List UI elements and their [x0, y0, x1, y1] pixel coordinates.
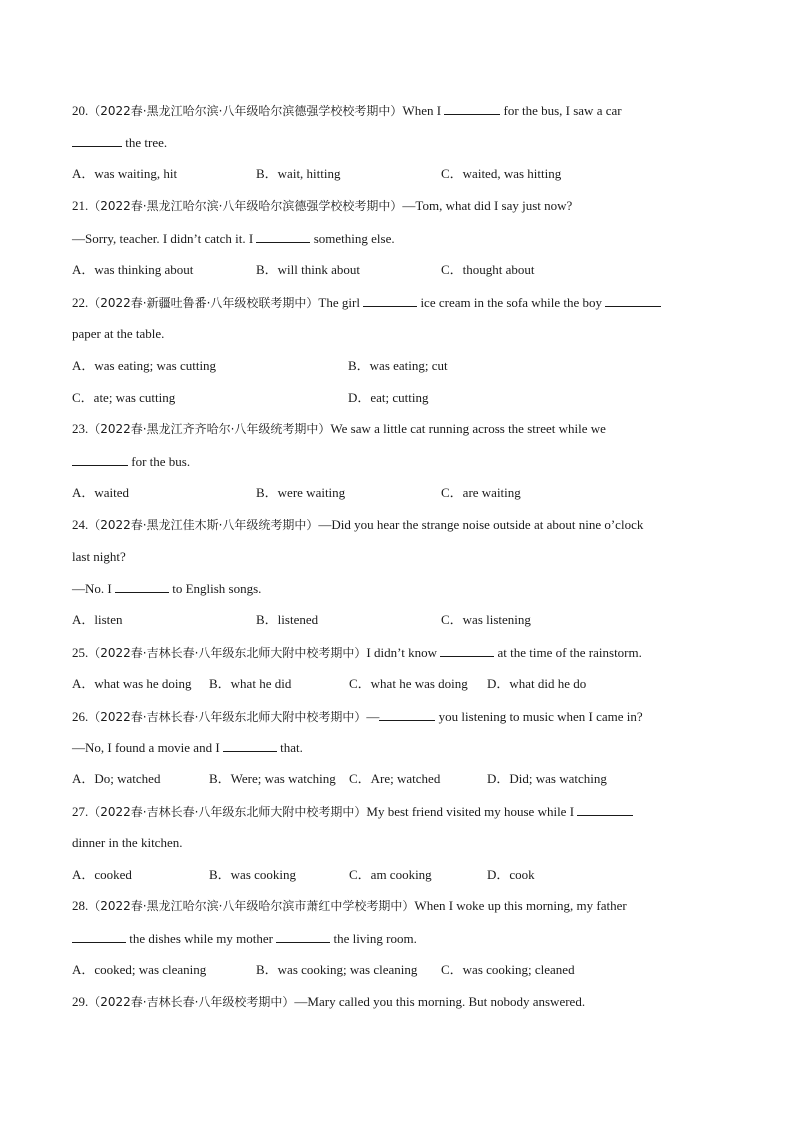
question-22-line-1	[72, 294, 661, 311]
question-26-line-1	[72, 708, 643, 725]
question-number: 22.	[72, 295, 89, 310]
question-text: you listening to music when I came in?	[438, 709, 643, 724]
question-text: —Mary called you this morning. But nobody answered.	[294, 994, 586, 1009]
question-24-line-1	[72, 517, 643, 533]
question-text: I didn’t know	[366, 645, 437, 660]
question-source: （2022春·黑龙江哈尔滨·八年级哈尔滨德强学校校考期中）	[88, 199, 403, 213]
question-source: （2022春·吉林长春·八年级东北师大附中校考期中）	[88, 710, 367, 724]
question-text: We saw a little cat running across the street while we	[330, 421, 606, 436]
question-text: —Sorry, teacher. I didn’t catch it. I	[72, 231, 254, 246]
option-b[interactable]: B．what he did	[209, 676, 292, 691]
question-text: ice cream in the sofa while the boy	[420, 295, 603, 310]
question-24-line-2	[72, 549, 126, 565]
answer-blank[interactable]	[72, 453, 128, 466]
question-text: The girl	[318, 295, 360, 310]
answer-blank[interactable]	[256, 230, 310, 243]
option-c[interactable]: C．are waiting	[441, 485, 521, 500]
question-text: last night?	[72, 549, 126, 564]
question-source: （2022春·黑龙江哈尔滨·八年级哈尔滨德强学校校考期中）	[88, 104, 403, 118]
question-number: 20.	[72, 103, 89, 118]
question-text: the living room.	[333, 931, 417, 946]
option-b[interactable]: B．was eating; cut	[348, 358, 448, 373]
option-b[interactable]: B．was cooking; was cleaning	[256, 962, 418, 977]
question-source: （2022春·黑龙江齐齐哈尔·八年级统考期中）	[88, 422, 331, 436]
question-28-line-1	[72, 898, 627, 914]
answer-blank[interactable]	[379, 708, 435, 721]
question-27-line-1	[72, 803, 633, 820]
answer-blank[interactable]	[276, 930, 330, 943]
question-text: for the bus, I saw a car	[503, 103, 622, 118]
option-b[interactable]: B．Were; was watching	[209, 771, 336, 786]
answer-blank[interactable]	[444, 102, 500, 115]
option-c[interactable]: C．waited, was hitting	[441, 166, 562, 181]
question-number: 24.	[72, 517, 89, 532]
question-number: 23.	[72, 421, 89, 436]
option-b[interactable]: B．were waiting	[256, 485, 346, 500]
option-c[interactable]: C．was listening	[441, 612, 531, 627]
option-d[interactable]: D．eat; cutting	[348, 390, 429, 405]
option-a[interactable]: A．cooked	[72, 867, 132, 882]
question-23-line-2	[72, 453, 190, 470]
answer-blank[interactable]	[72, 930, 126, 943]
answer-blank[interactable]	[223, 739, 277, 752]
question-text: the dishes while my mother	[129, 931, 273, 946]
question-22-line-2	[72, 326, 164, 342]
question-26-line-2	[72, 739, 303, 756]
option-d[interactable]: D．what did he do	[487, 676, 587, 691]
question-number: 29.	[72, 994, 89, 1009]
question-number: 28.	[72, 898, 89, 913]
question-text: dinner in the kitchen.	[72, 835, 183, 850]
question-20-line-2	[72, 134, 167, 151]
option-a[interactable]: A．Do; watched	[72, 771, 161, 786]
option-a[interactable]: A．was thinking about	[72, 262, 194, 277]
answer-blank[interactable]	[605, 294, 661, 307]
question-25-line-1	[72, 644, 642, 661]
question-text: —No, I found a movie and I	[72, 740, 220, 755]
question-number: 27.	[72, 804, 89, 819]
question-text: paper at the table.	[72, 326, 165, 341]
question-text: for the bus.	[131, 454, 191, 469]
option-c[interactable]: C．ate; was cutting	[72, 390, 176, 405]
question-text: —Did you hear the strange noise outside at about nine o’clock	[318, 517, 644, 532]
question-text: something else.	[313, 231, 395, 246]
question-text: When I	[402, 103, 442, 118]
option-a[interactable]: A．listen	[72, 612, 123, 627]
question-number: 26.	[72, 709, 89, 724]
question-text: to English songs.	[172, 581, 262, 596]
question-29-line-1	[72, 994, 585, 1010]
answer-blank[interactable]	[72, 134, 122, 147]
question-source: （2022春·新疆吐鲁番·八年级校联考期中）	[88, 296, 319, 310]
question-21-line-1	[72, 198, 572, 214]
question-source: （2022春·黑龙江佳木斯·八年级统考期中）	[88, 518, 319, 532]
option-d[interactable]: D．Did; was watching	[487, 771, 607, 786]
answer-blank[interactable]	[363, 294, 417, 307]
answer-blank[interactable]	[577, 803, 633, 816]
option-a[interactable]: A．cooked; was cleaning	[72, 962, 207, 977]
option-b[interactable]: B．was cooking	[209, 867, 297, 882]
question-text: —	[366, 709, 380, 724]
question-number: 25.	[72, 645, 89, 660]
answer-blank[interactable]	[115, 580, 169, 593]
option-c[interactable]: C．am cooking	[349, 867, 432, 882]
question-source: （2022春·吉林长春·八年级东北师大附中校考期中）	[88, 805, 367, 819]
question-23-line-1	[72, 421, 606, 437]
question-source: （2022春·黑龙江哈尔滨·八年级哈尔滨市萧红中学校考期中）	[88, 899, 415, 913]
answer-blank[interactable]	[440, 644, 494, 657]
question-source: （2022春·吉林长春·八年级东北师大附中校考期中）	[88, 646, 367, 660]
question-text: the tree.	[125, 135, 168, 150]
question-source: （2022春·吉林长春·八年级校考期中）	[88, 995, 295, 1009]
question-text: —No. I	[72, 581, 112, 596]
option-c[interactable]: C．was cooking; cleaned	[441, 962, 575, 977]
option-c[interactable]: C．thought about	[441, 262, 535, 277]
option-b[interactable]: B．wait, hitting	[256, 166, 341, 181]
question-text: —Tom, what did I say just now?	[402, 198, 573, 213]
question-number: 21.	[72, 198, 89, 213]
question-24-line-3	[72, 580, 261, 597]
question-20-line-1	[72, 102, 622, 119]
question-27-line-2	[72, 835, 182, 851]
option-b[interactable]: B．listened	[256, 612, 319, 627]
option-a[interactable]: A．was waiting, hit	[72, 166, 178, 181]
option-a[interactable]: A．waited	[72, 485, 130, 500]
option-d[interactable]: D．cook	[487, 867, 535, 882]
question-text: My best friend visited my house while I	[366, 804, 575, 819]
option-c[interactable]: C．Are; watched	[349, 771, 441, 786]
question-21-line-2	[72, 230, 395, 247]
option-a[interactable]: A．what was he doing	[72, 676, 192, 691]
option-a[interactable]: A．was eating; was cutting	[72, 358, 217, 373]
question-text: When I woke up this morning, my father	[414, 898, 627, 913]
question-28-line-2	[72, 930, 417, 947]
option-c[interactable]: C．what he was doing	[349, 676, 468, 691]
option-b[interactable]: B．will think about	[256, 262, 361, 277]
question-text: at the time of the rainstorm.	[497, 645, 642, 660]
question-text: that.	[280, 740, 303, 755]
